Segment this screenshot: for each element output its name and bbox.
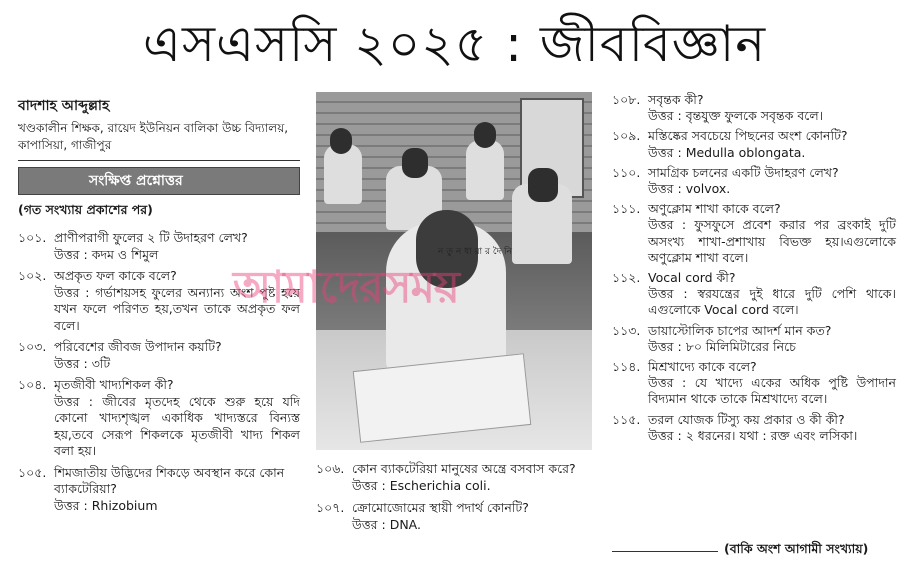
- qa-item: [18, 339, 300, 372]
- photo-background-head: [528, 168, 558, 202]
- next-issue-text: (বাকি অংশ আগামী সংখ্যায়): [724, 541, 869, 556]
- question-number: ১০২.: [18, 268, 47, 283]
- answer-text: উত্তর : কদম ও শিমুল: [54, 246, 159, 262]
- answer-text: উত্তর : volvox.: [648, 181, 731, 197]
- continued-next-note: [612, 541, 902, 561]
- answer-text: উত্তর : ৩টি: [54, 355, 111, 371]
- question-text: তরল যোজক টিস্যু কয় প্রকার ও কী কী?: [648, 411, 845, 427]
- question-number: ১১০.: [612, 164, 641, 180]
- photo-background-head: [402, 148, 428, 178]
- answer-text: উত্তর : বৃন্তযুক্ত ফুলকে সবৃন্তক বলে।: [648, 108, 824, 124]
- question-text: শিমজাতীয় উদ্ভিদের শিকড়ে অবস্থান করে কোন ব্যাকটেরিয়া?: [54, 464, 285, 496]
- author-name: বাদশাহ আব্দুল্লাহ: [18, 98, 110, 114]
- question-number: ১০৯.: [612, 128, 641, 144]
- question-number: ১১২.: [612, 270, 641, 286]
- question-text: মস্তিষ্কের সবচেয়ে পিছনের অংশ কোনটি?: [648, 128, 848, 144]
- qa-item: [612, 92, 896, 124]
- answer-text: উত্তর : Medulla oblongata.: [648, 144, 806, 160]
- photo-background-student: [466, 140, 504, 200]
- answer-text: উত্তর : গর্ভাশয়সহ ফুলের অন্যান্য অংশ পুষ্ট হয়ে যখন ফলে পরিণত হয়,তখন তাকে অপ্রকৃত ফল বলে।: [54, 284, 300, 333]
- divider: [612, 551, 718, 552]
- photo-background-head: [330, 128, 352, 154]
- qa-item: [18, 268, 300, 334]
- question-number: ১০৩.: [18, 339, 47, 354]
- left-column: [18, 92, 300, 519]
- answer-text: উত্তর : ফুসফুসে প্রবেশ করার পর ব্রংকাই দুটি অসংখ্য শাখা-প্রশাখায় বিভক্ত হয়।এগুলোকে অণুক্লোম শাখা বলে।: [648, 217, 896, 265]
- qa-item: [316, 460, 592, 494]
- answer-text: উত্তর : স্বরযন্ত্রের দুই ধারে দুটি পেশি থাকে। এগুলোকে Vocal cord বলে।: [648, 286, 896, 318]
- divider: [18, 160, 300, 161]
- question-number: ১১৫.: [612, 411, 641, 427]
- question-number: ১০৬.: [316, 461, 345, 476]
- qa-item: [612, 128, 896, 160]
- question-text: সবৃন্তক কী?: [648, 92, 704, 107]
- right-column: [612, 92, 896, 448]
- question-number: ১০১.: [18, 230, 47, 245]
- question-number: ১০৫.: [18, 464, 47, 480]
- question-text: মৃতজীবী খাদ্যশিকল কী?: [54, 377, 174, 392]
- answer-text: উত্তর : জীবের মৃতদেহ থেকে শুরু হয়ে যদি কোনো খাদ্যশৃঙ্খল একাধিক খাদ্যস্তরে বিন্যস্ত হয়,তবে সেরূপ শিকলকে মৃতজীবী খাদ্য শিকল বলা হয়।: [54, 393, 300, 458]
- qa-item: [18, 230, 300, 263]
- qa-item: [612, 201, 896, 266]
- qa-item: [612, 359, 896, 408]
- question-text: ডায়াস্টোলিক চাপের আদর্শ মান কত?: [648, 322, 832, 338]
- answer-text: উত্তর : যে খাদ্যে একের অধিক পুষ্টি উপাদান বিদ্যমান থাকে তাকে মিশ্রখাদ্যে বলে।: [648, 375, 896, 407]
- newspaper-watermark: আমাদেরসময়: [233, 262, 459, 313]
- question-number: ১১৩.: [612, 322, 641, 338]
- answer-text: উত্তর : Rhizobium: [54, 497, 158, 513]
- photo-background-head: [474, 122, 496, 148]
- question-number: ১০৮.: [612, 92, 641, 107]
- page-title: এসএসসি ২০২৫ : জীববিজ্ঞান: [142, 15, 767, 73]
- question-text: পরিবেশের জীবজ উপাদান কয়টি?: [54, 339, 222, 354]
- qa-item: [612, 323, 896, 355]
- answer-text: উত্তর : DNA.: [352, 517, 421, 532]
- question-number: ১০৭.: [316, 500, 345, 515]
- answer-text: উত্তর : ২ ধরনের। যথা : রক্ত এবং লসিকা।: [648, 427, 858, 443]
- author-info: খণ্ডকালীন শিক্ষক, রায়েদ ইউনিয়ন বালিকা উচ্চ বিদ্যালয়, কাপাসিয়া, গাজীপুর: [18, 121, 289, 152]
- section-heading: সংক্ষিপ্ত প্রশ্নোত্তর: [18, 167, 300, 195]
- question-text: মিশ্রখাদ্যে কাকে বলে?: [648, 359, 757, 375]
- question-text: অপ্রকৃত ফল কাকে বলে?: [54, 268, 177, 283]
- question-text: Vocal cord কী?: [648, 270, 736, 286]
- middle-column: [316, 92, 592, 538]
- question-number: ১১৪.: [612, 359, 641, 375]
- qa-item: [612, 165, 896, 197]
- qa-item: [612, 270, 896, 319]
- qa-item: [18, 377, 300, 460]
- qa-item: [612, 412, 896, 444]
- question-text: সামগ্রিক চলনের একটি উদাহরণ লেখ?: [648, 164, 839, 180]
- qa-item: [18, 465, 300, 515]
- question-number: ১১১.: [612, 201, 641, 217]
- answer-text: উত্তর : ৮০ মিলিমিটারের নিচে: [648, 338, 796, 354]
- exam-hall-photo: [316, 92, 592, 450]
- question-text: প্রাণীপরাগী ফুলের ২ টি উদাহরণ লেখ?: [54, 230, 248, 245]
- question-number: ১০৪.: [18, 377, 47, 392]
- continued-note: (গত সংখ্যায় প্রকাশের পর): [18, 202, 153, 217]
- answer-text: উত্তর : Escherichia coli.: [352, 478, 491, 493]
- question-text: ক্রোমোজোমের স্থায়ী পদার্থ কোনটি?: [352, 500, 529, 515]
- qa-item: [316, 499, 592, 533]
- question-text: অণুক্লোম শাখা কাকে বলে?: [648, 201, 781, 217]
- question-text: কোন ব্যাকটেরিয়া মানুষের অন্ত্রে বসবাস করে?: [352, 461, 576, 476]
- photo-credit: ন তু ন ধা রা র দৈ নি: [438, 247, 513, 257]
